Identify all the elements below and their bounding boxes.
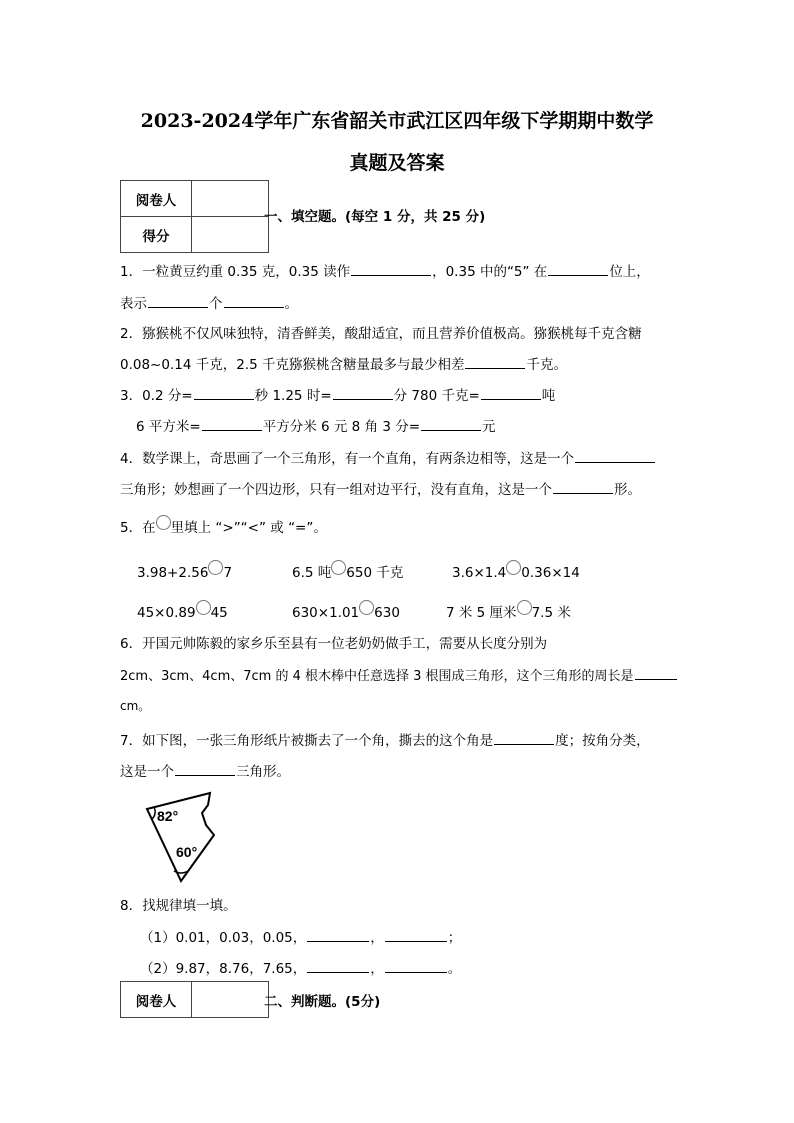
angle-arc [174,871,188,873]
score-table [120,180,269,253]
answer-circle[interactable] [506,560,521,575]
text: 6.5 吨 [292,565,332,581]
text: 5．在 [120,520,156,536]
q7-line1 [120,729,650,749]
text: 630 [374,605,400,621]
text: 650 千克 [346,565,404,581]
answer-blank[interactable] [575,450,655,463]
text: ， [370,961,384,977]
text: 6 平方米= [136,419,201,435]
text: 7．如下图，一张三角形纸片被撕去了一个角，撕去的这个角是 [120,733,494,749]
text: 1．一粒黄豆约重 0.35 克，0.35 读作 [120,264,351,280]
reviewer-label: 阅卷人 [121,181,192,217]
q8-line1: 8．找规律填一填。 [120,898,237,914]
answer-blank[interactable] [421,418,481,431]
reviewer-cell [192,181,269,217]
answer-blank[interactable] [351,263,431,276]
q5-line1 [120,515,327,536]
text: 吨 [541,388,556,404]
torn-triangle-figure [140,783,220,883]
text: （2）9.87，8.76，7.65， [140,961,307,977]
text: ， [370,930,384,946]
text: 630×1.01 [292,605,360,621]
text: 元 [482,419,496,435]
text: 0.08~0.14 千克，2.5 千克猕猴桃含糖量最多与最少相差 [120,357,465,373]
score-label: 得分 [121,217,192,253]
text: 45 [210,605,228,621]
answer-blank[interactable] [635,667,677,680]
angle-label-82: 82° [157,808,179,824]
reviewer-label: 阅卷人 [121,982,192,1018]
compare-item [137,560,232,581]
text: 千克。 [526,357,567,373]
text: 三角形。 [236,764,290,780]
compare-item [137,600,228,621]
text: 秒 1.25 时= [254,388,332,404]
q6-line2 [120,665,678,684]
text: 3．0.2 分= [120,388,193,404]
q2-line1: 2．猕猴桃不仅风味独特，清香鲜美，酸甜适宜，而且营养价值极高。猕猴桃每千克含糖 [120,326,642,342]
text: 形。 [614,482,641,498]
text: 个 [209,296,223,312]
reviewer-cell [192,982,269,1018]
text: 这是一个 [120,764,174,780]
q3-line2 [136,415,496,435]
text: 3.6×1.4 [452,565,507,581]
q6-line3: cm。 [120,699,151,713]
section-2-heading [264,990,380,1010]
score-cell [192,217,269,253]
section-1-heading [264,205,485,225]
answer-circle[interactable] [517,600,532,615]
text: 45×0.89 [137,605,196,621]
text: 2cm、3cm、4cm、7cm 的 4 根木棒中任意选择 3 根围成三角形，这个三角形的周长是 [120,669,634,684]
text: 位上， [609,264,650,280]
answer-blank[interactable] [548,263,608,276]
text: ； [447,930,462,946]
answer-blank[interactable] [553,481,613,494]
answer-blank[interactable] [465,356,525,369]
compare-item [446,600,571,621]
text: 度；按角分类， [555,733,650,749]
text: 7 [223,565,233,581]
q1-line1 [120,260,650,280]
answer-circle[interactable] [331,560,346,575]
text: 分 780 千克= [393,388,480,404]
q3-line1 [120,384,555,404]
answer-blank[interactable] [307,929,369,942]
answer-blank[interactable] [224,295,284,308]
text: 。 [284,296,298,312]
q6-line1: 6．开国元帅陈毅的家乡乐至县有一位老奶奶做手工，需要从长度分别为 [120,636,548,652]
text: （1）0.01，0.03，0.05， [140,930,307,946]
q4-line1 [120,447,656,467]
compare-item [292,600,400,621]
answer-blank[interactable] [175,763,235,776]
text: 表示 [120,296,147,312]
answer-blank[interactable] [385,960,447,973]
text: 7 米 5 厘米 [446,605,517,621]
score-table-2 [120,981,269,1018]
q4-line2 [120,478,641,498]
text: 4．数学课上，奇思画了一个三角形，有一个直角，有两条边相等，这是一个 [120,451,575,467]
q1-line2 [120,292,298,312]
text: 平方分米 6 元 8 角 3 分= [262,419,421,435]
q8-line2 [140,926,461,946]
q7-line2 [120,760,290,780]
compare-item [452,560,580,581]
answer-blank[interactable] [494,732,554,745]
angle-arc [152,807,155,819]
answer-blank[interactable] [385,929,447,942]
section-1-text: 一、填空题。(每空 1 分，共 25 分) [264,209,486,225]
answer-blank[interactable] [148,295,208,308]
text: 里填上 “>”“<” 或 “=”。 [170,520,327,536]
answer-blank[interactable] [202,418,262,431]
text: 。 [447,961,462,977]
doc-title-line2: 真题及答案 [349,152,445,174]
text: 7.5 米 [531,605,571,621]
circle-icon [156,515,171,530]
doc-title-line1: 2023-2024学年广东省韶关市武江区四年级下学期期中数学 [140,110,654,132]
section-2-text: 二、判断题。(5分) [264,994,381,1010]
triangle-outline [147,793,214,881]
answer-blank[interactable] [194,387,254,400]
text: ，0.35 中的“5” 在 [432,264,548,280]
text: 0.36×14 [521,565,580,581]
answer-blank[interactable] [481,387,541,400]
q2-line2 [120,353,567,373]
q8-line3 [140,957,461,977]
text: 3.98+2.56 [137,565,209,581]
compare-item [292,560,403,581]
answer-blank[interactable] [307,960,369,973]
answer-blank[interactable] [333,387,393,400]
answer-circle[interactable] [359,600,374,615]
answer-circle[interactable] [208,560,223,575]
text: 三角形；妙想画了一个四边形，只有一组对边平行，没有直角，这是一个 [120,482,552,498]
angle-label-60: 60° [176,844,198,860]
answer-circle[interactable] [196,600,211,615]
